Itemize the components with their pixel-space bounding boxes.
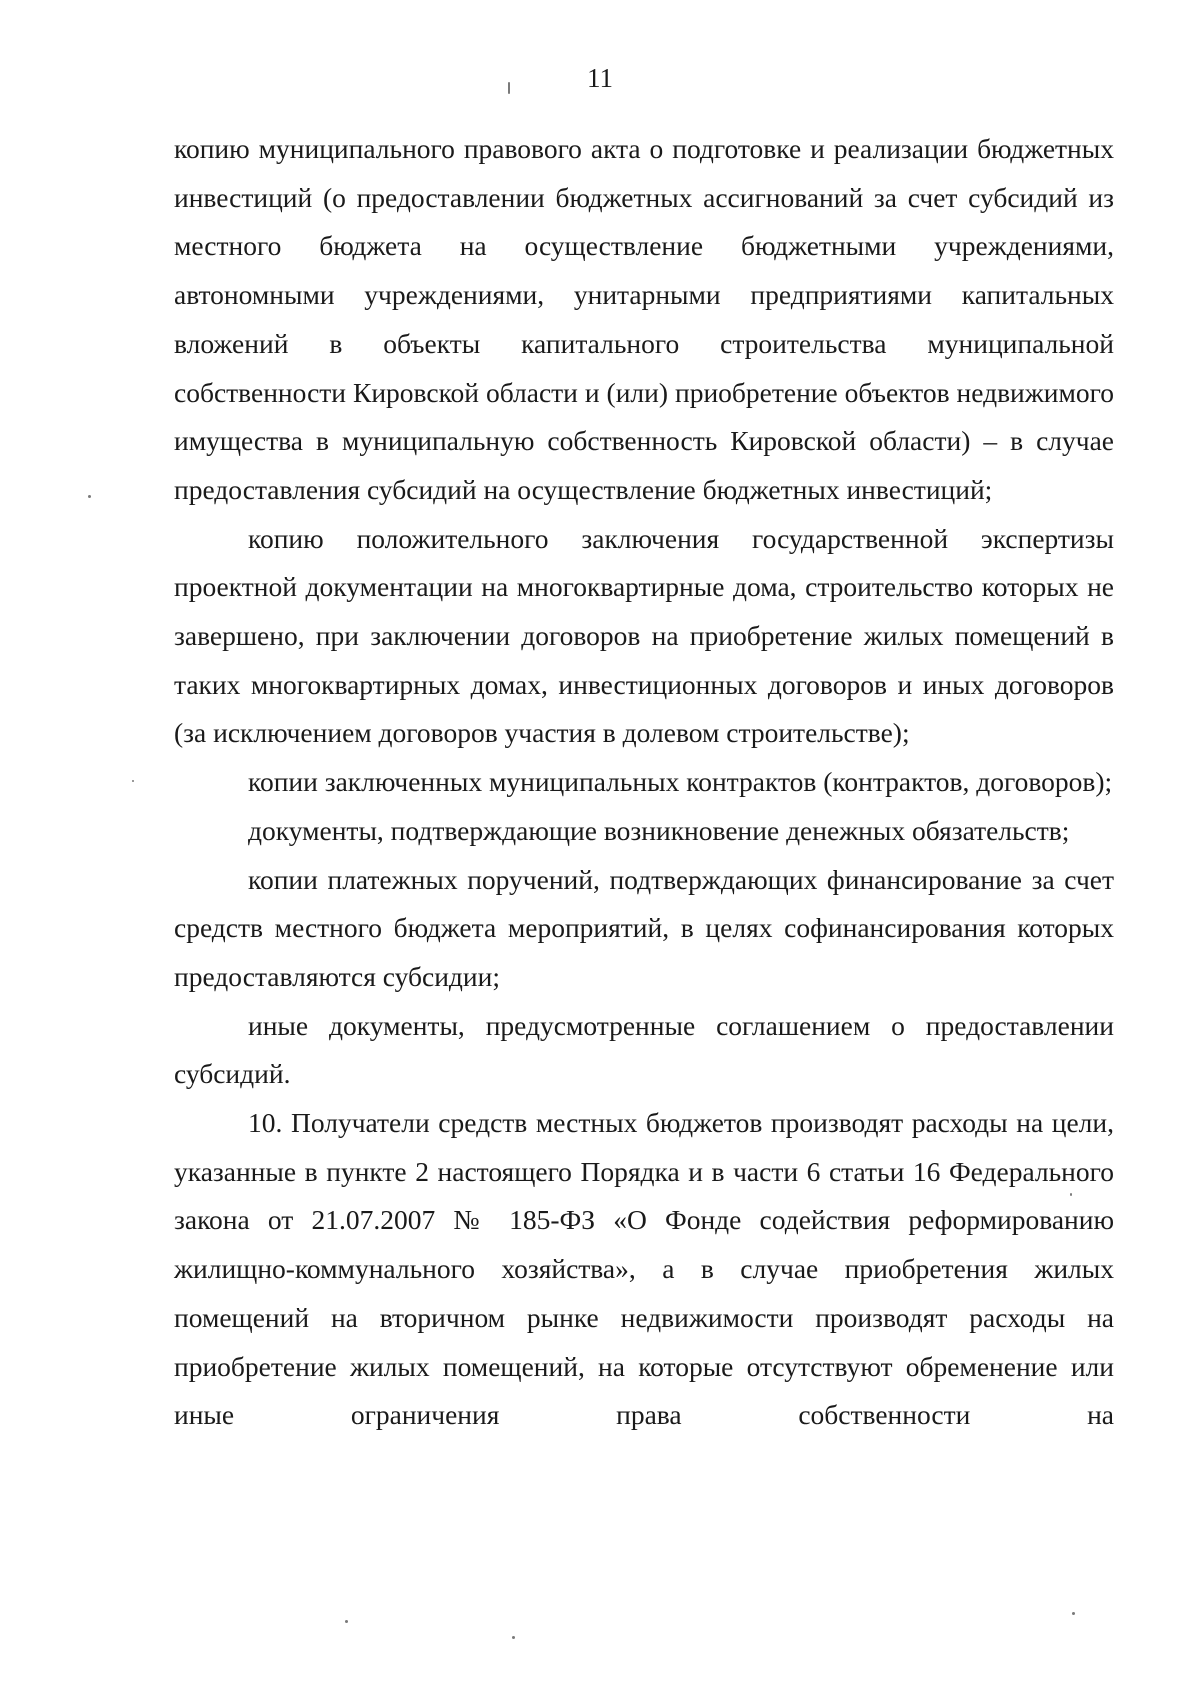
scan-speck	[1072, 1612, 1075, 1615]
scan-speck	[512, 1636, 515, 1639]
scan-speck	[88, 495, 91, 498]
scan-speck	[132, 780, 134, 782]
document-body	[174, 125, 1114, 1440]
paragraph-item-10: 10. Получатели средств местных бюджетов производят расходы на цели, указанные в пункте 2 настоящего Порядка и в части 6 статьи 16 Федерального закона от 21.07.2007 № 185-ФЗ «О Фонде содействия реформированию жилищно-коммунального хозяйства», а в случае приобретения жилых помещений на вторичном рынке недвижимости производят расходы на приобретение жилых помещений, на которые отсутствуют обременение или иные ограничения права собственности на	[174, 1107, 1114, 1431]
paragraph-other-documents: иные документы, предусмотренные соглашением о предоставлении субсидий.	[174, 1009, 1114, 1090]
paragraph-monetary-obligations: документы, подтверждающие возникновение денежных обязательств;	[248, 814, 1070, 846]
scan-speck	[345, 1620, 348, 1623]
page-number: 11	[587, 63, 613, 93]
paragraph-state-expertise: копию положительного заключения государственной экспертизы проектной документации на многоквартирные дома, строительство которых не завершено, при заключении договоров на приобретение жилых помещений в таких многоквартирных домах, инвестиционных договоров и иных договоров (за исключением договоров участия в долевом строительстве);	[174, 522, 1114, 749]
paragraph-payment-orders: копии платежных поручений, подтверждающих финансирование за счет средств местного бюджета мероприятий, в целях софинансирования которых предоставляются субсидии;	[174, 863, 1114, 992]
scan-speck	[508, 82, 510, 94]
paragraph-contracts: копии заключенных муниципальных контрактов (контрактов, договоров);	[248, 766, 1113, 798]
paragraph-budget-investments: копию муниципального правового акта о подготовке и реализации бюджетных инвестиций (о предоставлении бюджетных ассигнований за счет субсидий из местного бюджета на осуществление бюджетными учреждениями, автономными учреждениями, унитарными предприятиями капитальных вложений в объекты капитального строительства муниципальной собственности Кировской области и (или) приобретение объектов недвижимого имущества в муниципальную собственность Кировской области) – в случае предоставления субсидий на осуществление бюджетных инвестиций;	[174, 133, 1114, 505]
scan-speck	[1070, 1193, 1072, 1196]
